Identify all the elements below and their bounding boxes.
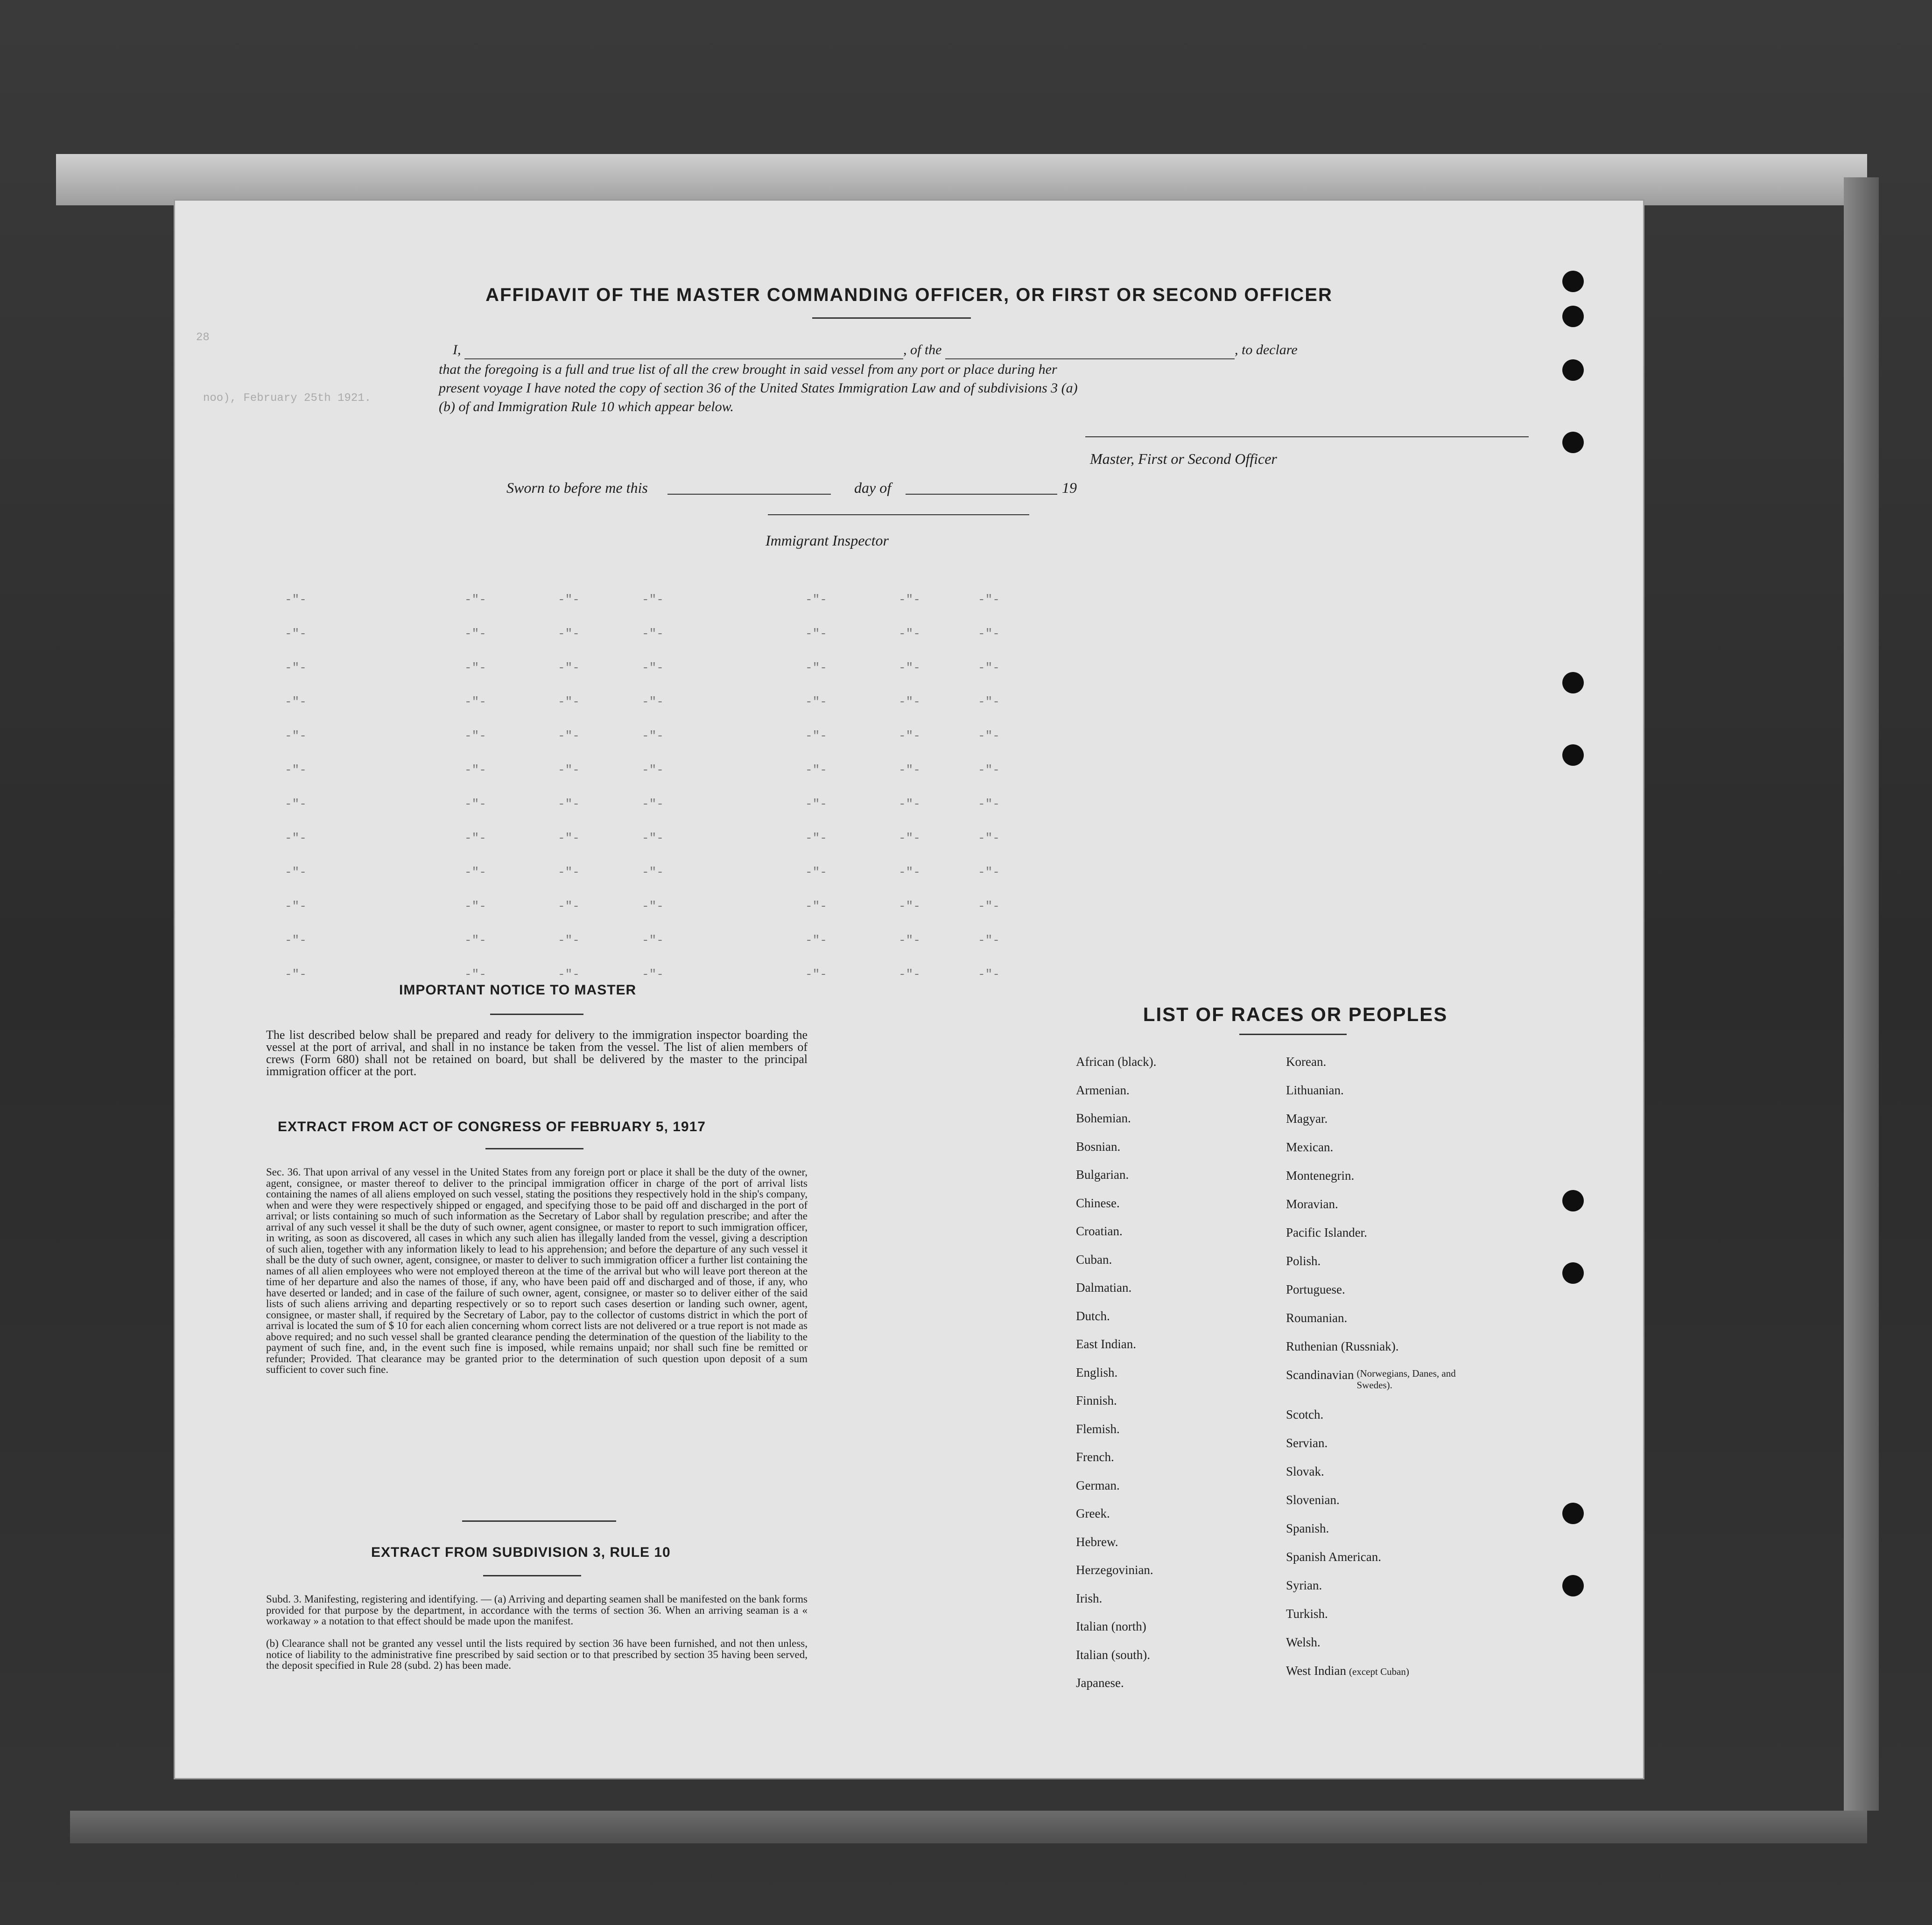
ditto-mark: -"- [642, 593, 664, 607]
race-item [1286, 1607, 1328, 1621]
ditto-mark: -"- [285, 865, 307, 879]
ditto-mark: -"- [805, 729, 827, 743]
ditto-mark: -"- [558, 627, 580, 641]
ditto-mark: -"- [558, 763, 580, 777]
ditto-mark: -"- [805, 933, 827, 947]
punch-hole-icon [1562, 1575, 1584, 1596]
affidavit-line-2: that the foregoing is a full and true list of all the crew brought in said vessel from any port or place during her [439, 362, 1057, 377]
ditto-mark: -"- [899, 627, 920, 641]
ditto-mark: -"- [642, 729, 664, 743]
ditto-mark: -"- [464, 763, 486, 777]
notice-heading: IMPORTANT NOTICE TO MASTER [399, 982, 637, 998]
extract-act-heading: EXTRACT FROM ACT OF CONGRESS OF FEBRUARY 5, 1917 [278, 1119, 706, 1134]
ditto-mark: -"- [805, 831, 827, 845]
ditto-mark: -"- [642, 967, 664, 981]
ditto-mark: -"- [464, 831, 486, 845]
race-item: Bohemian. [1076, 1111, 1131, 1125]
ditto-mark: -"- [978, 967, 1000, 981]
punch-hole-icon [1562, 1262, 1584, 1284]
ditto-mark: -"- [558, 729, 580, 743]
ditto-mark: -"- [805, 627, 827, 641]
race-item [1286, 1282, 1345, 1297]
punch-hole-icon [1562, 1503, 1584, 1524]
officer-name-field[interactable] [464, 358, 903, 359]
vessel-name-field[interactable] [945, 358, 1235, 359]
punch-hole-icon [1562, 359, 1584, 381]
sworn-before-label: Sworn to before me this [506, 479, 648, 496]
ditto-mark: -"- [464, 899, 486, 913]
race-item: Dalmatian. [1076, 1281, 1132, 1295]
title-underline [812, 317, 971, 319]
ditto-mark: -"- [899, 933, 920, 947]
ditto-mark: -"- [805, 967, 827, 981]
ditto-mark: -"- [285, 763, 307, 777]
race-label: Welsh. [1286, 1635, 1321, 1649]
ditto-mark: -"- [558, 695, 580, 709]
race-item: East Indian. [1076, 1337, 1136, 1351]
ditto-mark: -"- [805, 695, 827, 709]
race-label: Lithuanian. [1286, 1083, 1344, 1097]
race-item: French. [1076, 1450, 1114, 1464]
race-item: Croatian. [1076, 1224, 1123, 1238]
race-label: Magyar. [1286, 1112, 1328, 1126]
race-item: Flemish. [1076, 1421, 1120, 1436]
ditto-mark: -"- [899, 593, 920, 607]
ditto-mark: -"- [464, 593, 486, 607]
race-label: Portuguese. [1286, 1282, 1345, 1296]
ditto-mark: -"- [558, 831, 580, 845]
ditto-mark: -"- [642, 797, 664, 811]
ditto-mark: -"- [464, 865, 486, 879]
extract-rule-text-a: Subd. 3. Manifesting, registering and identifying. — (a) Arriving and departing seamen shall be manifested on the bank forms provided for that purpose by the department, in accordance with the terms of section 36. When an arriving seaman is a « workaway » a notation to that effect should be made upon the manifest. [266, 1593, 808, 1627]
race-label: Montenegrin. [1286, 1169, 1355, 1183]
ditto-mark: -"- [805, 661, 827, 675]
ditto-mark: -"- [285, 899, 307, 913]
ditto-mark: -"- [899, 695, 920, 709]
race-item [1286, 1368, 1464, 1391]
ditto-mark: -"- [978, 593, 1000, 607]
race-note: (except Cuban) [1349, 1666, 1409, 1677]
ditto-mark: -"- [642, 865, 664, 879]
punch-hole-icon [1562, 672, 1584, 693]
race-item [1286, 1197, 1338, 1211]
bleed-through-mark: 28 [196, 331, 210, 344]
race-label: Roumanian. [1286, 1311, 1348, 1325]
race-item [1286, 1550, 1381, 1564]
ditto-mark: -"- [558, 797, 580, 811]
inspector-label: Immigrant Inspector [766, 532, 889, 549]
ditto-mark: -"- [978, 865, 1000, 879]
punch-hole-icon [1562, 306, 1584, 327]
sworn-day-field[interactable] [667, 494, 831, 495]
affidavit-i: I, [453, 342, 461, 357]
ditto-mark: -"- [899, 763, 920, 777]
races-underline [1239, 1034, 1347, 1035]
race-item: Bulgarian. [1076, 1168, 1129, 1182]
inspector-signature-field[interactable] [768, 514, 1029, 515]
race-item: Armenian. [1076, 1083, 1130, 1097]
ditto-mark: -"- [558, 661, 580, 675]
race-label: Turkish. [1286, 1607, 1328, 1621]
underlying-sheet-top-edge [56, 154, 1867, 205]
ditto-mark: -"- [805, 865, 827, 879]
bleed-through-text: noo), February 25th 1921. [203, 392, 372, 405]
ditto-mark: -"- [464, 797, 486, 811]
ditto-mark: -"- [285, 933, 307, 947]
race-item [1286, 1140, 1333, 1155]
ditto-mark: -"- [642, 763, 664, 777]
race-item: Cuban. [1076, 1252, 1112, 1267]
race-item [1286, 1521, 1329, 1536]
ditto-mark: -"- [558, 967, 580, 981]
race-item [1286, 1578, 1322, 1593]
race-item [1286, 1311, 1347, 1325]
ditto-mark: -"- [558, 865, 580, 879]
race-label: Polish. [1286, 1254, 1321, 1268]
ditto-mark: -"- [805, 899, 827, 913]
ditto-mark: -"- [642, 899, 664, 913]
race-item: Italian (south). [1076, 1647, 1150, 1662]
affidavit-to-declare: , to declare [1235, 342, 1298, 357]
ditto-mark: -"- [978, 763, 1000, 777]
race-note: (Norwegians, Danes, and Swedes). [1356, 1368, 1456, 1391]
notice-underline [490, 1014, 583, 1015]
race-label: Moravian. [1286, 1197, 1338, 1211]
race-label: Slovak. [1286, 1464, 1324, 1478]
manifest-back-page [175, 201, 1643, 1778]
ditto-mark: -"- [642, 661, 664, 675]
punch-hole-icon [1562, 744, 1584, 766]
ditto-mark: -"- [464, 729, 486, 743]
race-item [1286, 1169, 1354, 1183]
race-item: Italian (north) [1076, 1619, 1146, 1633]
affidavit-line-3: present voyage I have noted the copy of section 36 of the United States Immigration Law and of subdivisions 3 (a) [439, 380, 1078, 396]
underlying-sheet-right-edge [1844, 177, 1879, 1811]
underlying-sheet-bottom-edge [70, 1811, 1867, 1843]
ditto-mark: -"- [464, 627, 486, 641]
race-label: Korean. [1286, 1055, 1327, 1069]
sworn-year-label: 19 [1062, 479, 1077, 496]
affidavit-of-the: , of the [903, 342, 942, 357]
race-label: Syrian. [1286, 1578, 1322, 1592]
race-item: English. [1076, 1365, 1118, 1379]
ditto-mark: -"- [899, 729, 920, 743]
race-label: Ruthenian (Russniak). [1286, 1339, 1399, 1353]
race-item [1286, 1464, 1324, 1479]
ditto-mark: -"- [285, 797, 307, 811]
race-label: Pacific Islander. [1286, 1225, 1367, 1239]
race-item [1286, 1112, 1328, 1126]
race-item [1286, 1664, 1409, 1678]
master-signature-field[interactable] [1085, 436, 1529, 437]
punch-hole-icon [1562, 432, 1584, 453]
ditto-mark: -"- [978, 695, 1000, 709]
race-item: Herzegovinian. [1076, 1563, 1153, 1577]
race-item: Japanese. [1076, 1676, 1124, 1690]
ditto-mark: -"- [899, 899, 920, 913]
ditto-mark: -"- [978, 661, 1000, 675]
race-item [1286, 1339, 1398, 1354]
ditto-mark: -"- [285, 627, 307, 641]
ditto-mark: -"- [978, 797, 1000, 811]
race-label: Scotch. [1286, 1407, 1324, 1421]
sworn-day-of-label: day of [854, 479, 892, 496]
race-item: Greek. [1076, 1506, 1110, 1520]
ditto-mark: -"- [899, 661, 920, 675]
ditto-mark: -"- [805, 763, 827, 777]
ditto-mark: -"- [642, 627, 664, 641]
race-item: Chinese. [1076, 1196, 1120, 1210]
notice-text: The list described below shall be prepared and ready for delivery to the immigration inspector boarding the vessel at the port of arrival, and shall in no instance be taken from the vessel. The list of alien members of crews (Form 680) shall not be retained on board, but shall be delivered by the master to the principal immigration officer at the port. [266, 1028, 808, 1078]
ditto-mark: -"- [978, 899, 1000, 913]
race-label: Mexican. [1286, 1140, 1334, 1154]
ditto-mark: -"- [464, 661, 486, 675]
race-item: Irish. [1076, 1591, 1103, 1605]
race-item: Hebrew. [1076, 1534, 1118, 1549]
ditto-mark: -"- [899, 865, 920, 879]
ditto-mark: -"- [642, 933, 664, 947]
race-label: West Indian [1286, 1664, 1347, 1678]
affidavit-line-4: (b) of and Immigration Rule 10 which appear below. [439, 399, 734, 414]
ditto-mark: -"- [464, 933, 486, 947]
race-item [1286, 1436, 1328, 1450]
race-item: Finnish. [1076, 1393, 1117, 1407]
ditto-mark: -"- [805, 593, 827, 607]
ditto-mark: -"- [899, 831, 920, 845]
race-item [1286, 1055, 1326, 1069]
race-label: Spanish. [1286, 1521, 1329, 1535]
punch-hole-icon [1562, 1190, 1584, 1211]
race-item: African (black). [1076, 1055, 1157, 1069]
extract-rule-heading: EXTRACT FROM SUBDIVISION 3, RULE 10 [371, 1545, 671, 1560]
race-item [1286, 1493, 1340, 1507]
ditto-mark: -"- [978, 627, 1000, 641]
ditto-mark: -"- [805, 797, 827, 811]
ditto-mark: -"- [285, 967, 307, 981]
ditto-mark: -"- [464, 967, 486, 981]
races-heading: LIST OF RACES OR PEOPLES [1143, 1003, 1448, 1025]
extract-rule-overline [462, 1520, 616, 1522]
ditto-mark: -"- [978, 729, 1000, 743]
affidavit-declaration-line [453, 341, 1526, 359]
ditto-mark: -"- [642, 831, 664, 845]
race-label: Slovenian. [1286, 1493, 1340, 1507]
extract-act-text: Sec. 36. That upon arrival of any vessel in the United States from any foreign port or place it shall be the duty of the owner, agent, consignee, or master thereof to deliver to the principal immigration officer in charge of the port of arrival lists containing the names of all aliens employed on such vessel, stating the positions they respectively hold in the ship's company, when and were they were respectively shipped or engaged, and specifying those to be paid off and discharged in the port of arrival; or lists containing so much of such information as the Secretary of Labor shall by regulation prescribe; and after the arrival of any such vessel it shall be the duty of such owner, agent consignee, or master to report to such immigration officer, in writing, as soon as discovered, all cases in which any such alien has illegally landed from the vessel, giving a description of such alien, together with any information likely to lead to his apprehension; and before the departure of any such vessel it shall be the duty of such owner, agent, consignee, or master to deliver to such immigration officer a further list containing the names of all alien employees who were not employed thereon at the time of the arrival but who will leave port thereon at the time of her departure and also the names of those, if any, who have been paid off and discharged and of those, if any, who have deserted or landed; and in case of the failure of such owner, agent, consignee, or master so to deliver either of the said lists of such aliens arriving and departing respectively or so to report such cases desertion or landing such owner, agent, consignee, or master shall, if required by the Secretary of Labor, pay to the collector of customs district in which the port of arrival is located the sum of $ 10 for each alien concerning whom correct lists are not delivered or a true report is not made as above required; and no such vessel shall be granted clearance pending the determination of the question of the liability to the payment of such fine, and, in the event such fine is imposed, while remains unpaid; nor shall such fine be remitted or refunder; Provided. That clearance may be granted prior to the determination of such question upon deposit of a sum sufficient to cover such fine. [266, 1166, 808, 1375]
ditto-mark: -"- [899, 967, 920, 981]
ditto-mark: -"- [285, 593, 307, 607]
ditto-mark: -"- [285, 831, 307, 845]
ditto-mark: -"- [899, 797, 920, 811]
race-label: Servian. [1286, 1436, 1328, 1450]
ditto-mark: -"- [642, 695, 664, 709]
sworn-month-field[interactable] [906, 494, 1057, 495]
extract-rule-text-b: (b) Clearance shall not be granted any vessel until the lists required by section 36 have been furnished, and not then unless, notice of liability to the administrative fine prescribed by said section or to that prescribed by section 35 having been served, the deposit specified in Rule 28 (subd. 2) has been made. [266, 1638, 808, 1671]
ditto-mark: -"- [558, 593, 580, 607]
ditto-mark: -"- [285, 729, 307, 743]
race-item: German. [1076, 1478, 1120, 1492]
race-label: Scandinavian [1286, 1368, 1354, 1382]
race-item [1286, 1254, 1321, 1268]
ditto-mark: -"- [285, 661, 307, 675]
ditto-mark: -"- [558, 899, 580, 913]
ditto-mark: -"- [558, 933, 580, 947]
race-item [1286, 1083, 1344, 1098]
master-signature-label: Master, First or Second Officer [1090, 450, 1277, 467]
race-item [1286, 1225, 1367, 1240]
race-item [1286, 1635, 1321, 1650]
ditto-mark: -"- [978, 831, 1000, 845]
ditto-mark: -"- [285, 695, 307, 709]
race-item [1286, 1407, 1323, 1422]
race-label: Spanish American. [1286, 1550, 1381, 1564]
ditto-mark: -"- [464, 695, 486, 709]
race-item: Dutch. [1076, 1309, 1110, 1323]
extract-act-underline [485, 1148, 583, 1149]
affidavit-title: AFFIDAVIT OF THE MASTER COMMANDING OFFICER, OR FIRST OR SECOND OFFICER [485, 285, 1333, 305]
ditto-mark: -"- [978, 933, 1000, 947]
extract-rule-underline [483, 1575, 581, 1576]
race-item: Bosnian. [1076, 1139, 1121, 1154]
